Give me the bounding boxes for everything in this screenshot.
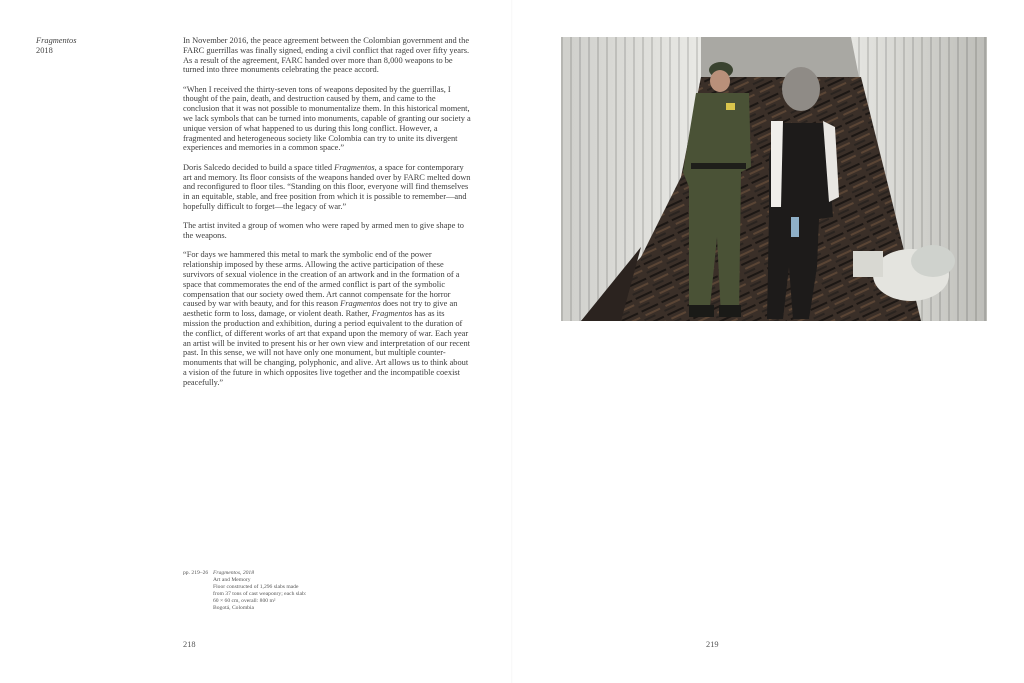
paragraph-3-title: Fragmentos [334,162,375,172]
paragraph-5-text-a: “For days we hammered this metal to mark the symbolic end of the power relationship imposed by these arms. Allowing the active participation of these survivors of sexual violence in the creation of an artwork and in the formation of a space that commemorates the end of the armed conflict is part of the symbolic compensation that our society owed them. Art cannot compensate for the horror caused by war with beauty, and for this reason [183,250,460,309]
body-text [183,36,471,397]
caption-line-2: Art and Memory [213,577,251,583]
image-caption [183,570,383,612]
paragraph-2: “When I received the thirty-seven tons of weapons deposited by the guerrillas, I thought of the pain, death, and destruction caused by them, and came to the conclusion that it was not possible to monumentalize them. In this historical moment, we lack symbols that can be turned into monuments, capable of granting our society a unique version of what happened to us during this long conflict. However, a fragmented and heterogeneous society like Colombia can try to unite its divergent experiences and memories in a common space.” [183,84,471,153]
caption-line-4: from 37 tons of cast weaponry; each slab: [213,591,307,597]
paragraph-5-text-c: has as its mission the production and exhibition, during a period equivalent to the duration of the conflict, of different works of art that expand upon the memory of war. Each year an artist will be invited to present his or her own view and interpretation of our recent past. In this sense, we will not have only one monument, but multiple counter-monuments that will be changing, polyphonic, and alive. Art allows us to think about a vision of the future in which opposites live together and the incompatible coexist peacefully.” [183,309,470,387]
page-number-left: 218 [183,640,196,649]
caption-line-5: 60 × 60 cm, overall: 800 m² [213,598,276,604]
caption-lines [213,570,306,612]
paragraph-4: The artist invited a group of women who were raped by armed men to give shape to the weapons. [183,221,464,241]
photograph-container-weapons [561,37,987,321]
photograph [561,37,987,321]
paragraph-1: In November 2016, the peace agreement between the Colombian government and the FARC guerrillas was finally signed, ending a civil conflict that raged over fifty years. As a result of the agreement, FARC handed over more than 8,000 weapons to be turned into three monuments celebrating the peace accord. [183,36,470,75]
caption-pages: pp. 219–26 [183,570,209,576]
paragraph-3-text-a: Doris Salcedo decided to build a space titled [183,162,335,172]
page-gutter [511,0,513,683]
running-head-title: Fragmentos [36,36,77,45]
caption-title: Fragmentos, 2018 [213,570,255,576]
running-head-year: 2018 [36,46,53,55]
paragraph-3-text-b: , a space for contemporary art and memory. Its floor consists of the weapons handed over by FARC melted down and reconfigured to floor tiles. “Standing on this floor, everyone will find themselves in an equitable, stable, and free position from which it is possible to remember—and hopefully difficult to forget—the legacy of war.” [183,162,471,211]
paragraph-3 [183,163,471,212]
paragraph-5-title-1: Fragmentos [340,299,381,309]
paragraph-5-text-b: does not try to give an aesthetic form to loss, damage, or violent death. Rather, [183,299,458,319]
page-number-right: 219 [706,640,719,649]
caption-line-3: Floor constructed of 1,296 slabs made [213,584,299,590]
caption-line-6: Bogotá, Colombia [213,605,255,611]
paragraph-5 [183,250,471,387]
paragraph-5-title-2: Fragmentos [371,309,413,319]
running-head [36,36,76,56]
